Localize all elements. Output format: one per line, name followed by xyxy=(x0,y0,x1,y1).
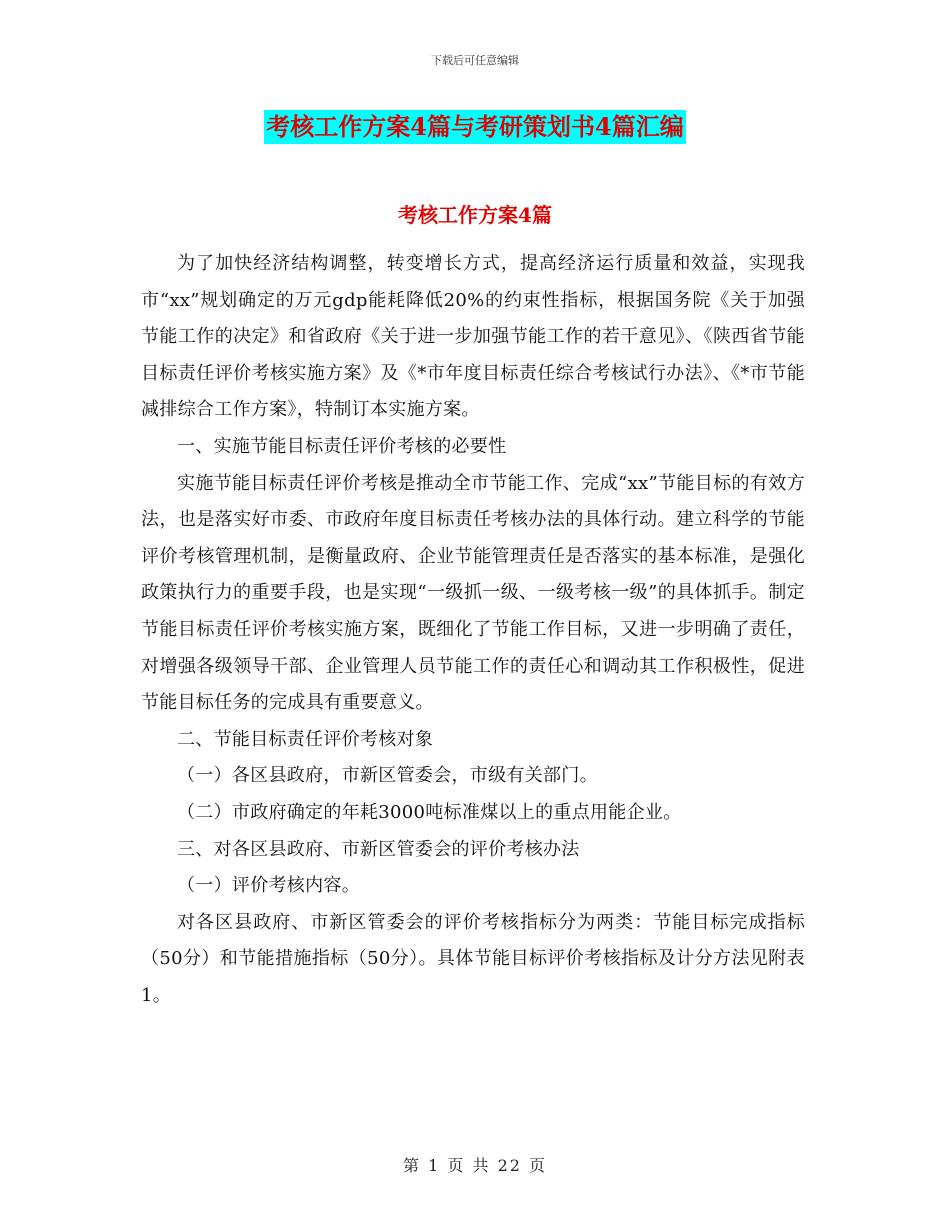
subheading-content: （一）评价考核内容。 xyxy=(177,875,360,897)
footer-page-label: 页 xyxy=(447,1156,466,1175)
current-page-number: 1 xyxy=(428,1156,441,1175)
list-item-target-1: （一）各区县政府，市新区管委会，市级有关部门。 xyxy=(177,765,598,787)
heading-methods: 三、对各区县政府、市新区管委会的评价考核办法 xyxy=(177,838,580,860)
total-pages-number: 22 xyxy=(497,1156,522,1175)
heading-necessity: 一、实施节能目标责任评价考核的必要性 xyxy=(177,435,507,457)
header-note: 下载后可任意编辑 xyxy=(431,54,519,67)
paragraph-necessity: 实施节能目标责任评价考核是推动全市节能工作、完成“xx”节能目标的有效方法，也是落实好市委、市政府年度目标责任考核办法的具体行动。建立科学的节能评价考核管理机制，是衡量政府、企业节能管理责任是否落实的基本标准，是强化政策执行力的重要手段，也是实现“一级抓一级、一级考核一级”的具体抓手。制定节能目标责任评价考核实施方案，既细化了节能工作目标，又进一步明确了责任，对增强各级领导干部、企业管理人员节能工作的责任心和调动其工作积极性，促进节能目标任务的完成具有重要意义。 xyxy=(141,472,805,714)
list-item-target-2: （二）市政府确定的年耗3000吨标准煤以上的重点用能企业。 xyxy=(177,801,682,823)
footer-suffix: 页 xyxy=(529,1156,548,1175)
paragraph-indicators: 对各区县政府、市新区管委会的评价考核指标分为两类：节能目标完成指标（50分）和节能措施指标（50分）。具体节能目标评价考核指标及计分方法见附表1。 xyxy=(141,911,805,1006)
main-title-container xyxy=(0,110,950,144)
main-title: 考核工作方案4篇与考研策划书4篇汇编 xyxy=(264,110,685,144)
paragraph-intro: 为了加快经济结构调整，转变增长方式，提高经济运行质量和效益，实现我市“xx”规划确定的万元gdp能耗降低20%的约束性指标，根据国务院《关于加强节能工作的决定》和省政府《关于进一步加强节能工作的若干意见》、《陕西省节能目标责任评价考核实施方案》及《*市年度目标责任综合考核试行办法》、《*市节能减排综合工作方案》，特制订本实施方案。 xyxy=(141,253,805,421)
footer-total-label: 共 xyxy=(472,1156,491,1175)
document-body xyxy=(141,246,805,1014)
footer-prefix: 第 xyxy=(402,1156,421,1175)
heading-targets: 二、节能目标责任评价考核对象 xyxy=(177,728,434,750)
section-title: 考核工作方案4篇 xyxy=(398,203,552,227)
page-footer xyxy=(0,1153,950,1176)
